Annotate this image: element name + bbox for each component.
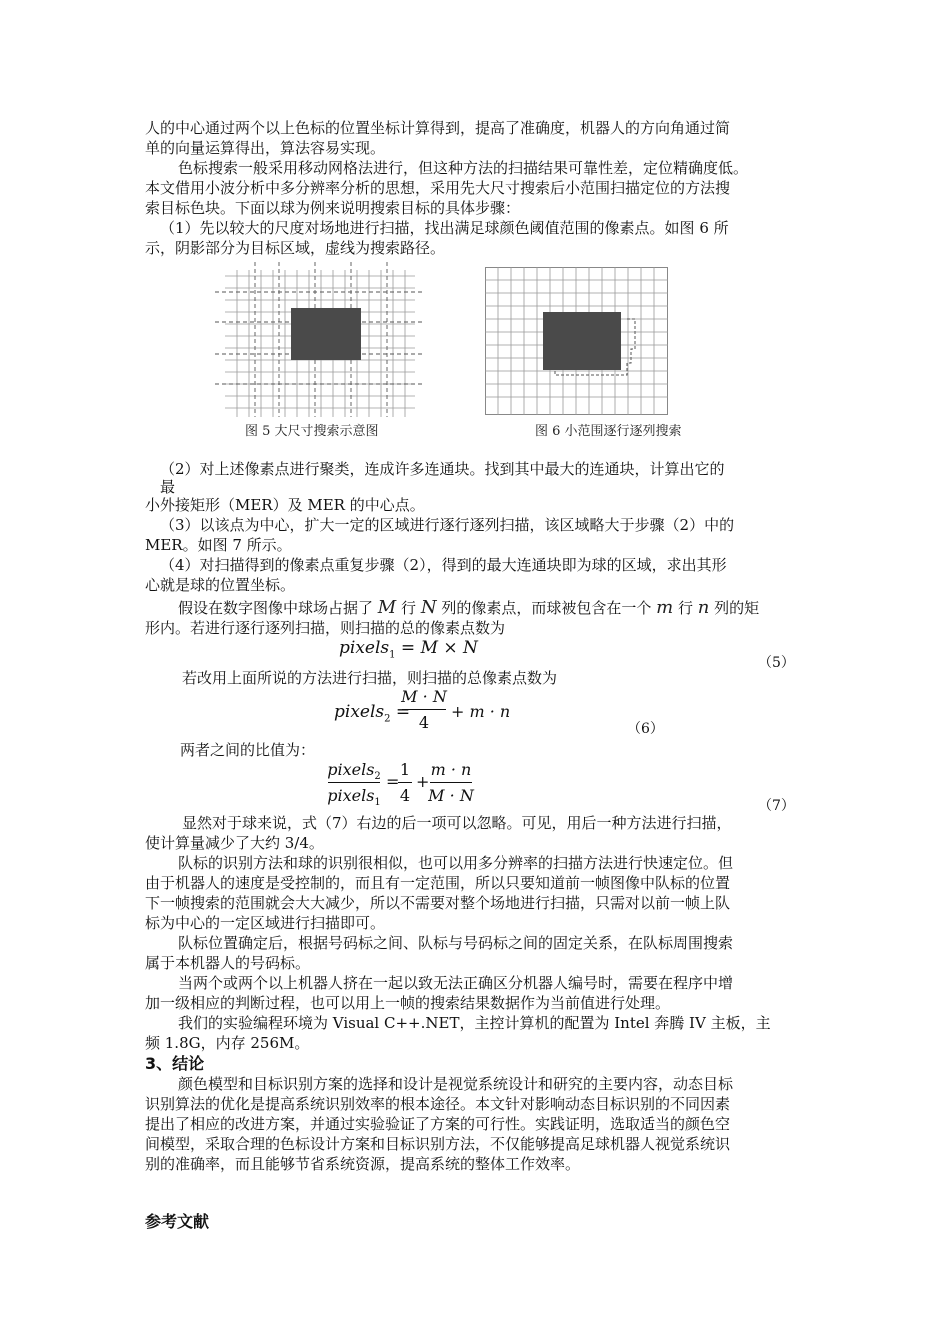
paragraph-line: 小外接矩形（MER）及 MER 的中心点。 bbox=[145, 496, 425, 514]
paragraph-line: 下一帧搜索的范围就会大大减少，所以不需要对整个场地进行扫描，只需对以前一帧上队 bbox=[145, 894, 731, 912]
var-N: N bbox=[420, 597, 437, 618]
section-heading-references: 参考文献 bbox=[145, 1212, 210, 1231]
paragraph-line: 属于本机器人的号码标。 bbox=[145, 954, 311, 972]
paragraph-line: 标为中心的一定区域进行扫描即可。 bbox=[145, 914, 386, 932]
equation-6-lhs: pixels$_2$ = bbox=[334, 702, 411, 725]
equation-7-fraction2-numerator: m · n bbox=[430, 760, 472, 779]
equation-6-numerator: M · N bbox=[401, 687, 447, 706]
fraction-bar bbox=[402, 709, 446, 710]
equation-7-plus: + bbox=[416, 772, 430, 791]
paragraph-line: 由于机器人的速度是受控制的，而且有一定范围，所以只要知道前一帧图像中队标的位置 bbox=[145, 874, 731, 892]
paragraph-line: 若改用上面所说的方法进行扫描，则扫描的总像素点数为 bbox=[182, 669, 558, 687]
equation-7-number: （7） bbox=[758, 798, 795, 814]
equation-6-tail: + m · n bbox=[451, 702, 511, 721]
paragraph-line: （2）对上述像素点进行聚类，连成许多连通块。找到其中最大的连通块，计算出它的 bbox=[160, 460, 725, 478]
paragraph-line: 显然对于球来说，式（7）右边的后一项可以忽略。可见，用后一种方法进行扫描， bbox=[182, 814, 732, 832]
paragraph-line: 本文借用小波分析中多分辨率分析的思想，采用先大尺寸搜索后小范围扫描定位的方法搜 bbox=[145, 179, 731, 197]
equation-6-denominator: 4 bbox=[418, 713, 430, 732]
paragraph-line: 当两个或两个以上机器人挤在一起以致无法正确区分机器人编号时，需要在程序中增 bbox=[178, 974, 734, 992]
equation-7-fraction2-denominator: M · N bbox=[428, 786, 474, 805]
paragraph-line: 色标搜索一般采用移动网格法进行，但这种方法的扫描结果可靠性差，定位精确度低。 bbox=[178, 159, 749, 177]
paragraph-line: （4）对扫描得到的像素点重复步骤（2），得到的最大连通块即为球的区域，求出其形 bbox=[160, 556, 727, 574]
paragraph-line: MER。如图 7 所示。 bbox=[145, 536, 292, 554]
paragraph-line: 索目标色块。下面以球为例来说明搜索目标的具体步骤： bbox=[145, 199, 521, 217]
equation-7-fraction1-numerator: 1 bbox=[399, 760, 411, 779]
paragraph-line: 两者之间的比值为： bbox=[180, 741, 316, 759]
paragraph-line: 假设在数字图像中球场占据了 M 行 N 列的像素点，而球被包含在一个 m 行 n 列的矩 bbox=[178, 597, 760, 618]
paragraph-line: 频 1.8G，内存 256M。 bbox=[145, 1034, 310, 1052]
figure-6-small-range-scan bbox=[485, 267, 669, 417]
fraction-bar bbox=[328, 782, 380, 783]
equation-5: pixels$_1$ = M × N bbox=[339, 638, 478, 661]
fraction-bar bbox=[398, 782, 412, 783]
paragraph-line: 间模型，采取合理的色标设计方案和目标识别方法，不仅能够提高足球机器人视觉系统识 bbox=[145, 1135, 731, 1153]
figure-6-caption: 图 6 小范围逐行逐列搜索 bbox=[535, 424, 682, 439]
equation-5-number: （5） bbox=[758, 655, 795, 671]
var-M: M bbox=[377, 597, 397, 618]
paragraph-line: 队标位置确定后，根据号码标之间、队标与号码标之间的固定关系，在队标周围搜索 bbox=[178, 934, 734, 952]
target-region bbox=[543, 312, 621, 370]
paragraph-line: 使计算量减少了大约 3/4。 bbox=[145, 834, 324, 852]
fraction-bar bbox=[430, 782, 472, 783]
paragraph-line: 形内。若进行逐行逐列扫描，则扫描的总的像素点数为 bbox=[145, 619, 506, 637]
paragraph-line: 单的向量运算得出，算法容易实现。 bbox=[145, 139, 386, 157]
figure-5-caption: 图 5 大尺寸搜索示意图 bbox=[245, 424, 379, 439]
var-n: n bbox=[697, 597, 710, 618]
var-m: m bbox=[656, 597, 674, 618]
paragraph-line: 心就是球的位置坐标。 bbox=[145, 576, 296, 594]
target-region bbox=[291, 308, 361, 360]
paragraph-line: 颜色模型和目标识别方案的选择和设计是视觉系统设计和研究的主要内容，动态目标 bbox=[178, 1075, 734, 1093]
equation-7-equals: = bbox=[386, 772, 400, 791]
paragraph-line: 示，阴影部分为目标区域，虚线为搜索路径。 bbox=[145, 239, 446, 257]
equation-7-lhs-numerator: pixels$_2$ bbox=[327, 760, 381, 783]
paragraph-line: （3）以该点为中心，扩大一定的区域进行逐行逐列扫描，该区域略大于步骤（2）中的 bbox=[160, 516, 735, 534]
paragraph-line: 别的准确率，而且能够节省系统资源，提高系统的整体工作效率。 bbox=[145, 1155, 581, 1173]
paragraph-line: 识别算法的优化是提高系统识别效率的根本途径。本文针对影响动态目标识别的不同因素 bbox=[145, 1095, 731, 1113]
figure-5-large-scale-search bbox=[215, 262, 425, 417]
equation-6-number: （6） bbox=[627, 721, 664, 737]
paragraph-line: 人的中心通过两个以上色标的位置坐标计算得到，提高了准确度，机器人的方向角通过简 bbox=[145, 119, 731, 137]
paragraph-line: （1）先以较大的尺度对场地进行扫描，找出满足球颜色阈值范围的像素点。如图 6 所 bbox=[160, 219, 729, 237]
paragraph-line: 最 bbox=[160, 478, 176, 496]
paragraph-line: 我们的实验编程环境为 Visual C++.NET，主控计算机的配置为 Intel 奔腾 IV 主板，主 bbox=[178, 1014, 771, 1032]
equation-7-fraction1-denominator: 4 bbox=[399, 786, 411, 805]
section-heading-conclusion: 3、结论 bbox=[145, 1054, 205, 1073]
paragraph-line: 队标的识别方法和球的识别很相似，也可以用多分辨率的扫描方法进行快速定位。但 bbox=[178, 854, 734, 872]
equation-7-lhs-denominator: pixels$_1$ bbox=[327, 786, 381, 809]
paragraph-line: 提出了相应的改进方案，并通过实验验证了方案的可行性。实践证明，选取适当的颜色空 bbox=[145, 1115, 731, 1133]
paragraph-line: 加一级相应的判断过程，也可以用上一帧的搜索结果数据作为当前值进行处理。 bbox=[145, 994, 671, 1012]
